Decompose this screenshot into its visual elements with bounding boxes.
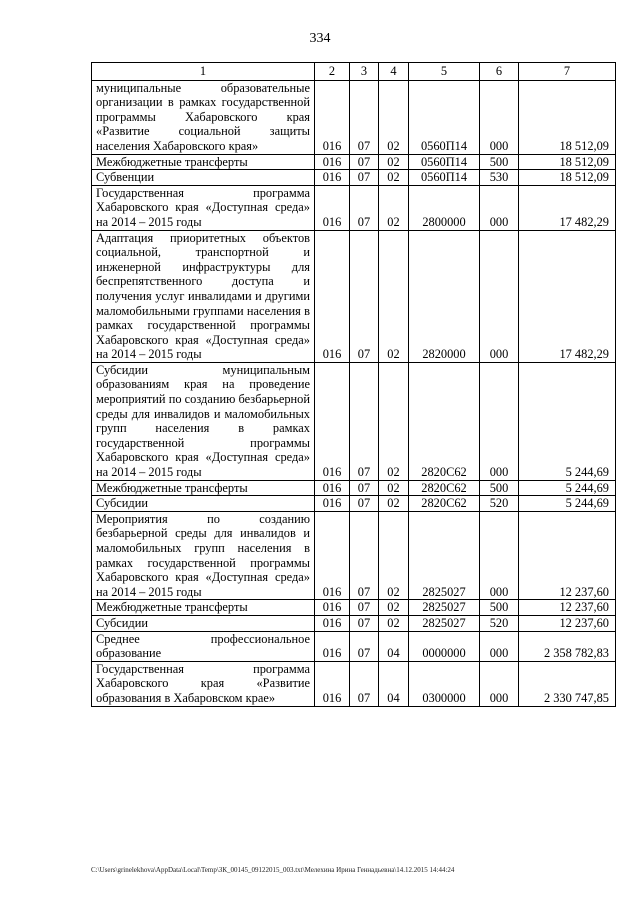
expense-type-cell: 500 (480, 600, 519, 616)
admin-code-cell: 016 (315, 185, 350, 230)
expense-type-cell: 000 (480, 362, 519, 480)
table-row (92, 496, 616, 512)
header-row (92, 63, 616, 81)
target-article-cell: 2820С62 (409, 480, 480, 496)
expense-type-cell: 000 (480, 631, 519, 661)
row-name-cell: Государственная программа Хабаровского края «Развитие образования в Хабаровском крае» (92, 661, 315, 706)
target-article-cell: 0560П14 (409, 170, 480, 186)
subsection-cell: 02 (379, 170, 409, 186)
amount-cell: 17 482,29 (519, 230, 616, 362)
subsection-cell: 02 (379, 154, 409, 170)
section-cell: 07 (350, 511, 379, 600)
admin-code-cell: 016 (315, 154, 350, 170)
subsection-cell: 02 (379, 496, 409, 512)
admin-code-cell: 016 (315, 170, 350, 186)
section-cell: 07 (350, 661, 379, 706)
expense-type-cell: 000 (480, 80, 519, 154)
section-cell: 07 (350, 230, 379, 362)
amount-cell: 18 512,09 (519, 170, 616, 186)
row-name-cell: Среднее профессиональное образование (92, 631, 315, 661)
page-number: 334 (309, 31, 331, 46)
amount-cell: 2 358 782,83 (519, 631, 616, 661)
amount-cell: 12 237,60 (519, 615, 616, 631)
subsection-cell: 02 (379, 480, 409, 496)
section-cell: 07 (350, 362, 379, 480)
amount-cell: 2 330 747,85 (519, 661, 616, 706)
expense-type-cell: 000 (480, 661, 519, 706)
column-header: 5 (409, 63, 480, 81)
admin-code-cell: 016 (315, 230, 350, 362)
section-cell: 07 (350, 170, 379, 186)
subsection-cell: 02 (379, 185, 409, 230)
target-article-cell: 2825027 (409, 511, 480, 600)
expense-type-cell: 520 (480, 496, 519, 512)
amount-cell: 17 482,29 (519, 185, 616, 230)
admin-code-cell: 016 (315, 600, 350, 616)
row-name-cell: Государственная программа Хабаровского края «Доступная среда» на 2014 – 2015 годы (92, 185, 315, 230)
admin-code-cell: 016 (315, 631, 350, 661)
section-cell: 07 (350, 480, 379, 496)
table-row (92, 661, 616, 706)
table-row (92, 362, 616, 480)
admin-code-cell: 016 (315, 80, 350, 154)
table-row (92, 185, 616, 230)
table-row (92, 230, 616, 362)
target-article-cell: 2820С62 (409, 496, 480, 512)
admin-code-cell: 016 (315, 661, 350, 706)
expense-type-cell: 530 (480, 170, 519, 186)
row-name-cell: муниципальные образовательные организации в рамках государственной программы Хабаровского края «Развитие социальной защиты населения Хабаровского края» (92, 80, 315, 154)
row-name-cell: Мероприятия по созданию безбарьерной среды для инвалидов и маломобильных групп населения в рамках государственной программы Хабаровского края «Доступная среда» на 2014 – 2015 годы (92, 511, 315, 600)
target-article-cell: 0000000 (409, 631, 480, 661)
amount-cell: 5 244,69 (519, 496, 616, 512)
table-row (92, 600, 616, 616)
subsection-cell: 02 (379, 80, 409, 154)
section-cell: 07 (350, 615, 379, 631)
admin-code-cell: 016 (315, 362, 350, 480)
target-article-cell: 2820С62 (409, 362, 480, 480)
column-header: 2 (315, 63, 350, 81)
target-article-cell: 0560П14 (409, 154, 480, 170)
amount-cell: 12 237,60 (519, 511, 616, 600)
section-cell: 07 (350, 80, 379, 154)
table-row (92, 80, 616, 154)
row-name-cell: Субсидии (92, 496, 315, 512)
amount-cell: 5 244,69 (519, 362, 616, 480)
row-name-cell: Адаптация приоритетных объектов социальной, транспортной и инженерной инфраструктуры для беспрепятственного доступа и получения услуг инвалидами и другими маломобильными группами населения в рамках государственной программы Хабаровского края «Доступная среда» на 2014 – 2015 годы (92, 230, 315, 362)
target-article-cell: 0560П14 (409, 80, 480, 154)
section-cell: 07 (350, 496, 379, 512)
expense-type-cell: 000 (480, 185, 519, 230)
column-header: 4 (379, 63, 409, 81)
row-name-cell: Субсидии муниципальным образованиям края на проведение мероприятий по созданию безбарьерной среды для инвалидов и маломобильных групп населения в рамках государственной программы Хабаровского края «Доступная среда» на 2014 – 2015 годы (92, 362, 315, 480)
table-row (92, 511, 616, 600)
admin-code-cell: 016 (315, 615, 350, 631)
target-article-cell: 2820000 (409, 230, 480, 362)
expense-type-cell: 500 (480, 480, 519, 496)
expense-type-cell: 500 (480, 154, 519, 170)
column-header: 3 (350, 63, 379, 81)
amount-cell: 18 512,09 (519, 80, 616, 154)
target-article-cell: 2825027 (409, 600, 480, 616)
admin-code-cell: 016 (315, 511, 350, 600)
table-row (92, 631, 616, 661)
row-name-cell: Межбюджетные трансферты (92, 480, 315, 496)
target-article-cell: 0300000 (409, 661, 480, 706)
file-path-footer: C:\Users\grinelekhova\AppData\Local\Temp\ЗК_00145_09122015_003.txt\Мелехина Ирина Геннадьевна\14.12.2015 14:44:24 (91, 866, 455, 874)
subsection-cell: 02 (379, 600, 409, 616)
subsection-cell: 02 (379, 362, 409, 480)
target-article-cell: 2800000 (409, 185, 480, 230)
section-cell: 07 (350, 154, 379, 170)
row-name-cell: Межбюджетные трансферты (92, 154, 315, 170)
admin-code-cell: 016 (315, 496, 350, 512)
table-row (92, 480, 616, 496)
expense-type-cell: 000 (480, 230, 519, 362)
column-header: 6 (480, 63, 519, 81)
subsection-cell: 02 (379, 511, 409, 600)
subsection-cell: 02 (379, 615, 409, 631)
table-row (92, 615, 616, 631)
row-name-cell: Субвенции (92, 170, 315, 186)
expense-type-cell: 000 (480, 511, 519, 600)
row-name-cell: Межбюджетные трансферты (92, 600, 315, 616)
table-row (92, 170, 616, 186)
subsection-cell: 02 (379, 230, 409, 362)
target-article-cell: 2825027 (409, 615, 480, 631)
column-header: 1 (92, 63, 315, 81)
row-name-cell: Субсидии (92, 615, 315, 631)
subsection-cell: 04 (379, 661, 409, 706)
admin-code-cell: 016 (315, 480, 350, 496)
section-cell: 07 (350, 185, 379, 230)
column-header: 7 (519, 63, 616, 81)
section-cell: 07 (350, 631, 379, 661)
table-row (92, 154, 616, 170)
amount-cell: 18 512,09 (519, 154, 616, 170)
amount-cell: 5 244,69 (519, 480, 616, 496)
subsection-cell: 04 (379, 631, 409, 661)
budget-table (91, 62, 616, 707)
expense-type-cell: 520 (480, 615, 519, 631)
section-cell: 07 (350, 600, 379, 616)
amount-cell: 12 237,60 (519, 600, 616, 616)
